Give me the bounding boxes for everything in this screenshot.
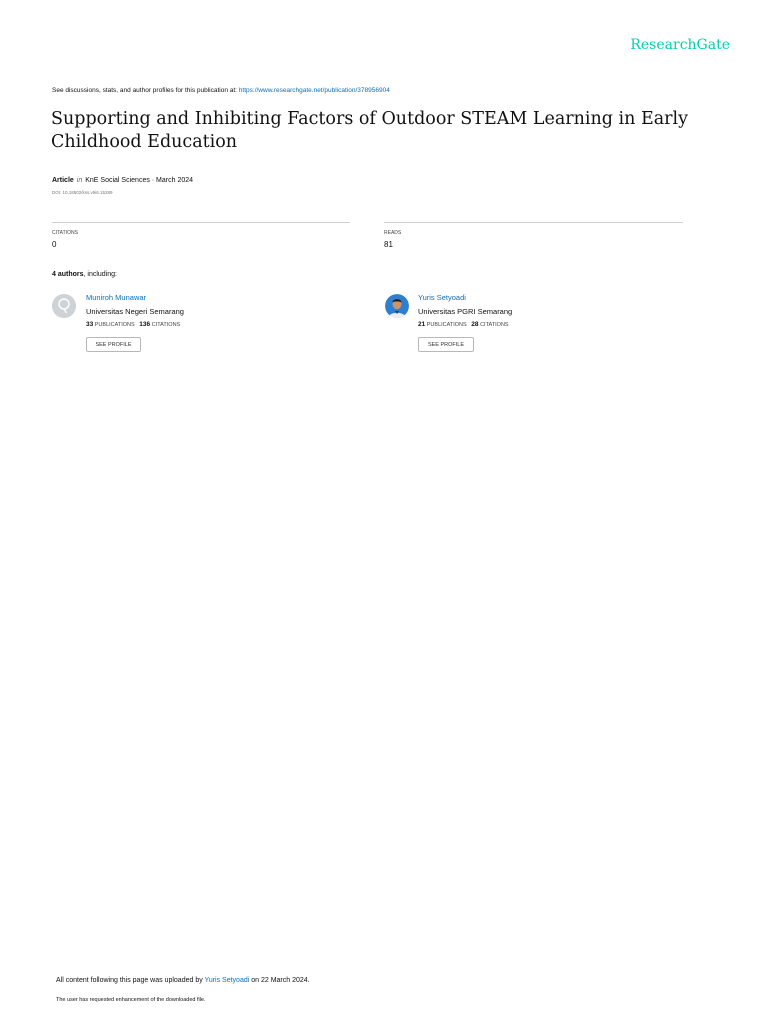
reads-value: 81 bbox=[384, 240, 393, 249]
generic-avatar-icon[interactable] bbox=[52, 294, 76, 318]
upload-prefix: All content following this page was uploaded by bbox=[56, 977, 205, 984]
citations-count-label: CITATIONS bbox=[151, 322, 181, 328]
divider-left bbox=[52, 222, 350, 223]
see-profile-button[interactable]: SEE PROFILE bbox=[418, 337, 474, 352]
citations-label: CITATIONS bbox=[52, 230, 78, 236]
enhancement-note: The user has requested enhancement of the downloaded file. bbox=[56, 997, 206, 1003]
authors-suffix: , including: bbox=[83, 271, 117, 278]
publication-type: Article bbox=[52, 177, 74, 184]
publication-link[interactable]: https://www.researchgate.net/publication/378956904 bbox=[238, 87, 390, 94]
publication-venue-date: KnE Social Sciences · March 2024 bbox=[85, 177, 194, 184]
author-counts bbox=[418, 321, 509, 328]
authors-count: 4 authors bbox=[52, 271, 84, 278]
reads-label: READS bbox=[384, 230, 402, 236]
divider-right bbox=[384, 222, 683, 223]
citations-value: 0 bbox=[52, 240, 57, 249]
author-name-link[interactable]: Muniroh Munawar bbox=[86, 293, 147, 302]
author-institution: Universitas Negeri Semarang bbox=[86, 307, 184, 316]
author-counts bbox=[86, 321, 180, 328]
author-photo-avatar[interactable] bbox=[385, 294, 409, 318]
researchgate-logo[interactable]: ResearchGate bbox=[630, 37, 730, 53]
discussion-line bbox=[52, 87, 390, 94]
publications-count: 21 bbox=[418, 321, 426, 328]
discussion-prefix: See discussions, stats, and author profiles for this publication at: bbox=[52, 87, 239, 94]
authors-heading bbox=[52, 271, 117, 278]
publication-doi: DOI: 10.18502/kss.v9i6.15289 bbox=[52, 190, 113, 195]
publication-title: Supporting and Inhibiting Factors of Outdoor STEAM Learning in Early Childhood Education bbox=[51, 109, 689, 152]
see-profile-button[interactable]: SEE PROFILE bbox=[86, 337, 141, 352]
publications-count: 33 bbox=[86, 321, 94, 328]
publication-meta bbox=[52, 177, 193, 184]
publications-label: PUBLICATIONS bbox=[94, 322, 135, 328]
citations-count-label: CITATIONS bbox=[480, 322, 509, 328]
publications-label: PUBLICATIONS bbox=[426, 322, 467, 328]
author-photo bbox=[385, 294, 409, 318]
person-silhouette-icon bbox=[52, 294, 76, 318]
upload-suffix: on 22 March 2024. bbox=[249, 977, 310, 984]
citations-count: 136 bbox=[139, 321, 151, 328]
in-word: in bbox=[76, 177, 83, 184]
author-name-link[interactable]: Yuris Setyoadi bbox=[418, 293, 466, 302]
upload-note bbox=[56, 977, 310, 984]
uploader-link[interactable]: Yuris Setyoadi bbox=[204, 977, 250, 984]
citations-count: 28 bbox=[471, 321, 479, 328]
author-institution: Universitas PGRI Semarang bbox=[418, 307, 513, 316]
